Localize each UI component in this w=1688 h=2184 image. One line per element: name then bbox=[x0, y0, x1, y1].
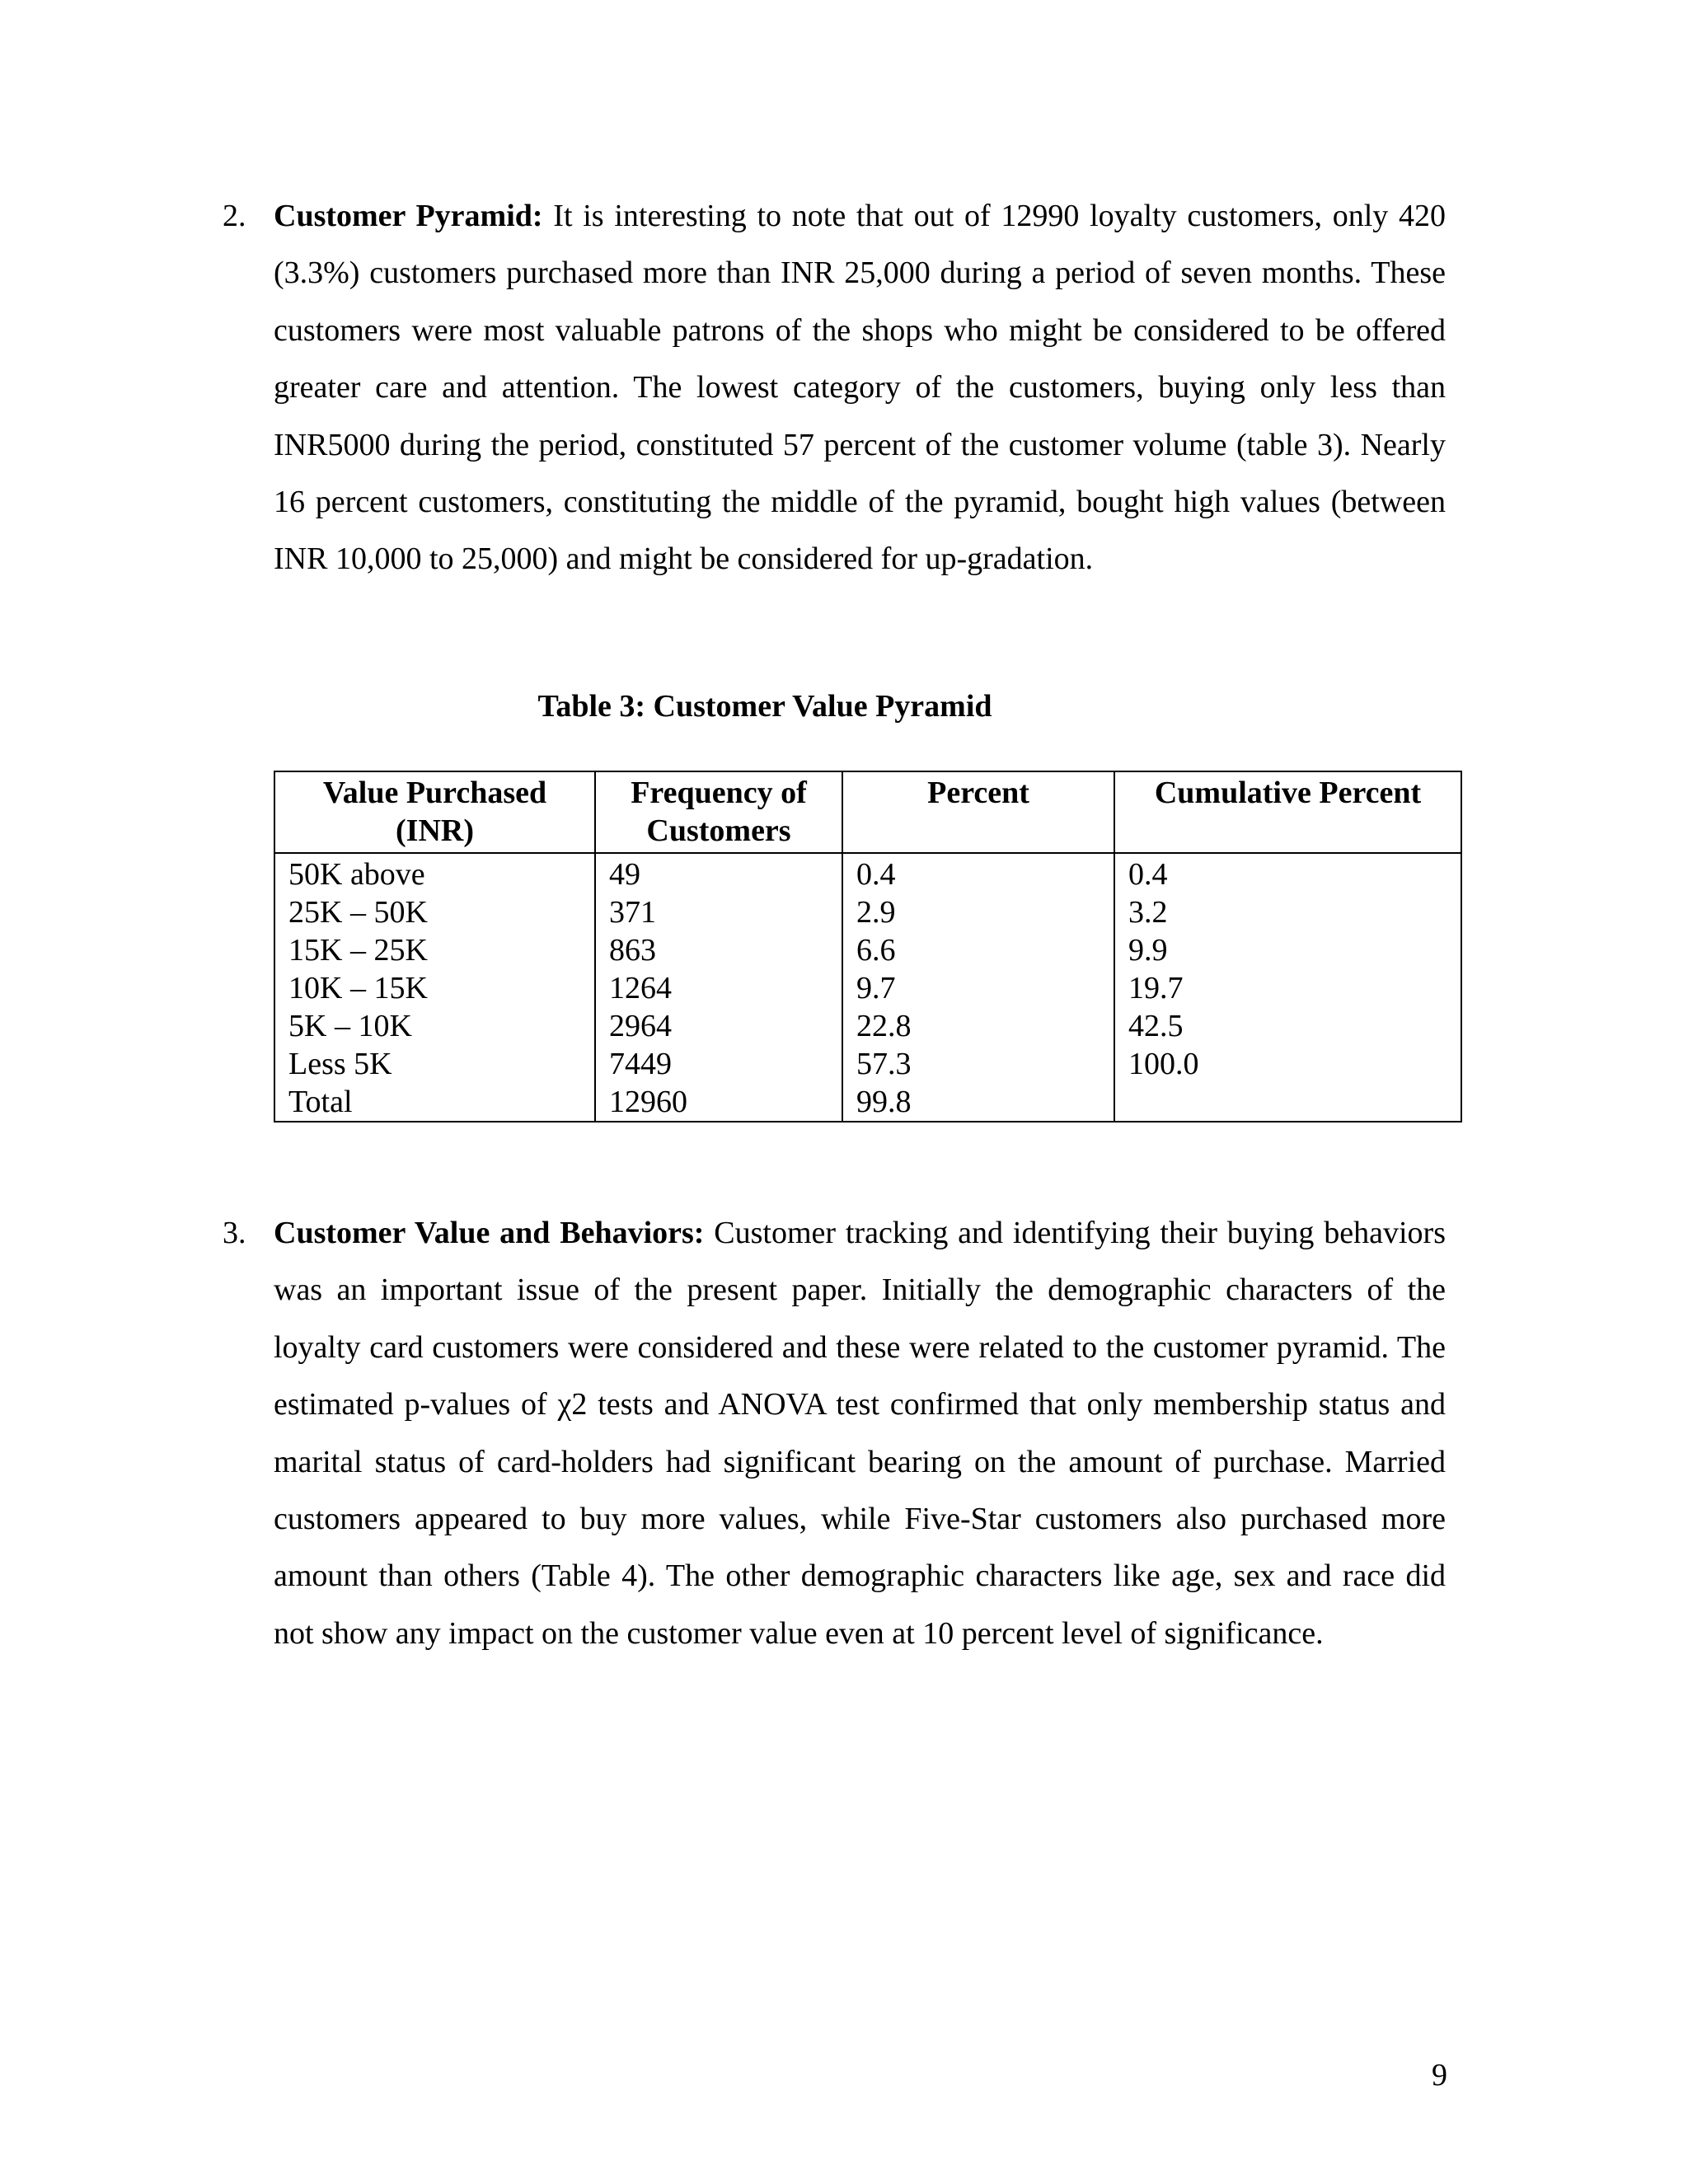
table-row bbox=[274, 893, 1461, 931]
cell-percent: 57.3 bbox=[842, 1045, 1114, 1083]
cell-percent: 99.8 bbox=[842, 1083, 1114, 1122]
cell-value: Less 5K bbox=[274, 1045, 595, 1083]
cell-frequency: 12960 bbox=[595, 1083, 842, 1122]
cell-value: 5K – 10K bbox=[274, 1007, 595, 1045]
cell-cumulative: 100.0 bbox=[1114, 1045, 1461, 1083]
section-number: 3. bbox=[223, 1216, 246, 1250]
table-header-row bbox=[274, 771, 1461, 853]
cell-frequency: 1264 bbox=[595, 969, 842, 1007]
cell-cumulative: 19.7 bbox=[1114, 969, 1461, 1007]
cell-value: 25K – 50K bbox=[274, 893, 595, 931]
cell-cumulative: 3.2 bbox=[1114, 893, 1461, 931]
header-frequency: Frequency of Customers bbox=[595, 771, 842, 853]
page-number: 9 bbox=[1432, 2058, 1447, 2093]
cell-percent: 2.9 bbox=[842, 893, 1114, 931]
section-body: Customer tracking and identifying their buying behaviors was an important issue of the present paper. Initially the demographic characters of the loyalty card customers were considered and these were related to the customer pyramid. The estimated p-values of χ2 tests and ANOVA test confirmed that only membership status and marital status of card-holders had significant bearing on the amount of purchase. Married customers appeared to buy more values, while Five-Star customers also purchased more amount than others (Table 4). The other demographic characters like age, sex and race did not show any impact on the customer value even at 10 percent level of significance. bbox=[274, 1216, 1446, 1651]
table-row bbox=[274, 931, 1461, 969]
section-paragraph bbox=[274, 188, 1446, 588]
table-row bbox=[274, 853, 1461, 893]
table-row-total bbox=[274, 1083, 1461, 1122]
cell-frequency: 2964 bbox=[595, 1007, 842, 1045]
section-heading: Customer Pyramid: bbox=[274, 199, 543, 233]
table-row bbox=[274, 1045, 1461, 1083]
cell-percent: 22.8 bbox=[842, 1007, 1114, 1045]
cell-cumulative: 42.5 bbox=[1114, 1007, 1461, 1045]
cell-percent: 9.7 bbox=[842, 969, 1114, 1007]
cell-cumulative: 0.4 bbox=[1114, 853, 1461, 893]
cell-cumulative bbox=[1114, 1083, 1461, 1122]
cell-value: 10K – 15K bbox=[274, 969, 595, 1007]
header-value-purchased: Value Purchased (INR) bbox=[274, 771, 595, 853]
table-caption: Table 3: Customer Value Pyramid bbox=[537, 689, 992, 724]
cell-frequency: 49 bbox=[595, 853, 842, 893]
header-percent: Percent bbox=[842, 771, 1114, 853]
cell-frequency: 7449 bbox=[595, 1045, 842, 1083]
section-paragraph bbox=[274, 1205, 1446, 1662]
table-row bbox=[274, 969, 1461, 1007]
cell-cumulative: 9.9 bbox=[1114, 931, 1461, 969]
cell-value: 50K above bbox=[274, 853, 595, 893]
cell-percent: 0.4 bbox=[842, 853, 1114, 893]
section-body: It is interesting to note that out of 12990 loyalty customers, only 420 (3.3%) customers purchased more than INR 25,000 during a period of seven months. These customers were most valuable patrons of the shops who might be considered to be offered greater care and attention. The lowest category of the customers, buying only less than INR5000 during the period, constituted 57 percent of the customer volume (table 3). Nearly 16 percent customers, constituting the middle of the pyramid, bought high values (between INR 10,000 to 25,000) and might be considered for up-gradation. bbox=[274, 199, 1447, 577]
cell-frequency: 863 bbox=[595, 931, 842, 969]
customer-value-table bbox=[274, 771, 1462, 1122]
header-cumulative-percent: Cumulative Percent bbox=[1114, 771, 1461, 853]
cell-value: 15K – 25K bbox=[274, 931, 595, 969]
section-heading: Customer Value and Behaviors: bbox=[274, 1216, 705, 1250]
cell-percent: 6.6 bbox=[842, 931, 1114, 969]
section-number: 2. bbox=[223, 199, 246, 233]
table-row bbox=[274, 1007, 1461, 1045]
cell-frequency: 371 bbox=[595, 893, 842, 931]
cell-value: Total bbox=[274, 1083, 595, 1122]
